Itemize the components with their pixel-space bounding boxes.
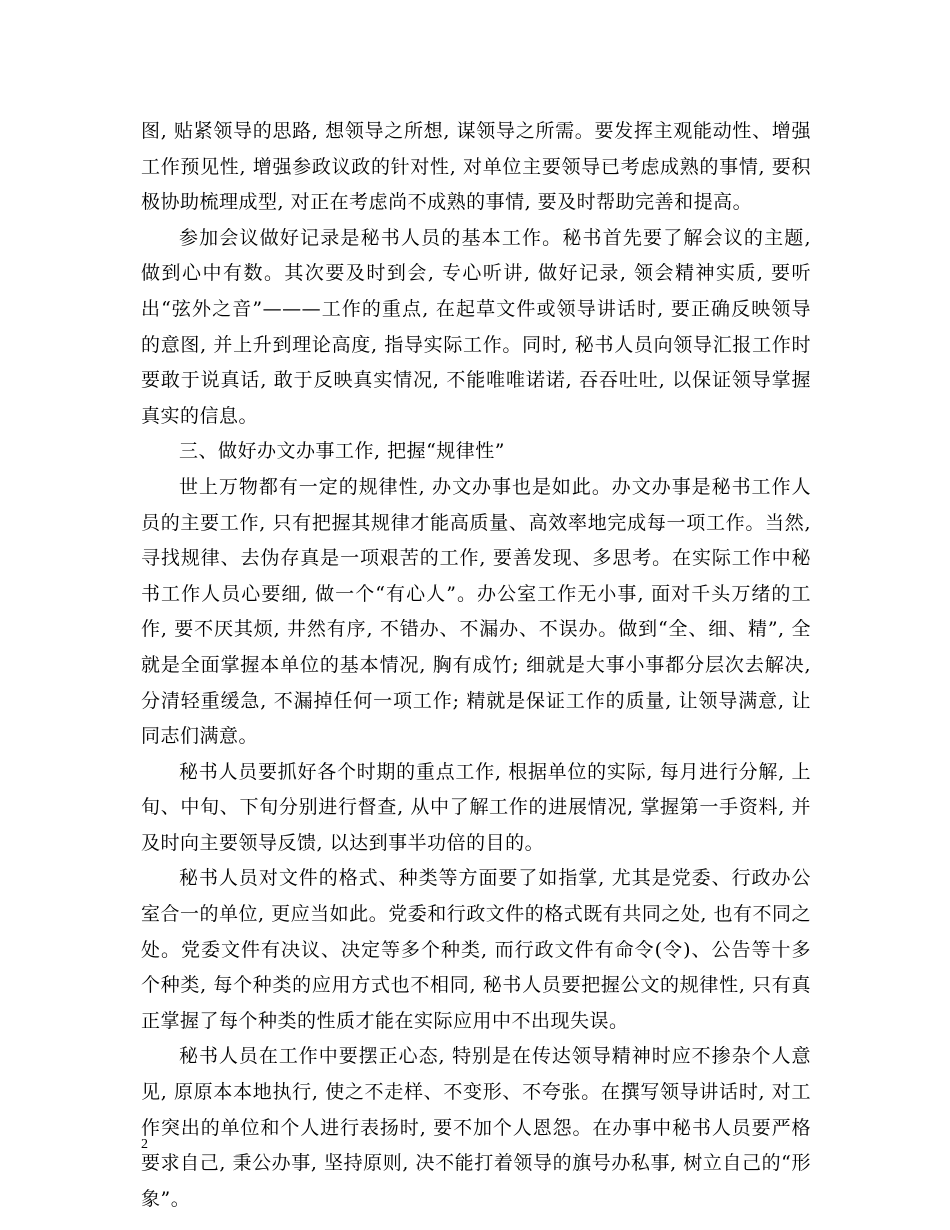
paragraph-document-formats: 秘书人员对文件的格式、种类等方面要了如指掌, 尤其是党委、行政办公室合一的单位, 更应当如此。党委和行政文件的格式既有共同之处, 也有不同之处。党委文件有决议、决定等多个种类, 而行政文件有命令(令)、公告等十多个种类, 每个种类的应用方式也不相同, 秘书人员要把握公文的规律性, 只有真正掌握了每个种类的性质才能在实际应用中不出现失误。 bbox=[141, 867, 811, 1032]
paragraph-regularity: 世上万物都有一定的规律性, 办文办事也是如此。办文办事是秘书工作人员的主要工作, 只有把握其规律才能高质量、高效率地完成每一项工作。当然, 寻找规律、去伪存真是一项艰苦的工作, 要善发现、多思考。在实际工作中秘书工作人员心要细, 做一个“有心人”。办公室工作无小事, 面对千头万绪的工作, 要不厌其烦, 井然有序, 不错办、不漏办、不误办。做到“全、细、精”, 全就是全面掌握本单位的基本情况, 胸有成竹; 细就是大事小事都分层次去解决, 分清轻重缓急, 不漏掉任何一项工作; 精就是保证工作的质量, 让领导满意, 让同志们满意。 bbox=[141, 475, 811, 748]
paragraph-meeting-records: 参加会议做好记录是秘书人员的基本工作。秘书首先要了解会议的主题, 做到心中有数。其次要及时到会, 专心听讲, 做好记录, 领会精神实质, 要听出“弦外之音”———工作的重点, 在起草文件或领导讲话时, 要正确反映领导的意图, 并上升到理论高度, 指导实际工作。同时, 秘书人员向领导汇报工作时要敢于说真话, 敢于反映真实情况, 不能唯唯诺诺, 吞吞吐吐, 以保证领导掌握真实的信息。 bbox=[141, 226, 811, 427]
document-body bbox=[141, 114, 811, 1217]
page-number: 2 bbox=[141, 1137, 148, 1152]
paragraph-attitude: 秘书人员在工作中要摆正心态, 特别是在传达领导精神时应不掺杂个人意见, 原原本本地执行, 使之不走样、不变形、不夸张。在撰写领导讲话时, 对工作突出的单位和个人进行表扬时, 要不加个人恩怨。在办事中秘书人员要严格要求自己, 秉公办事, 坚持原则, 决不能打着领导的旗号办私事, 树立自己的“形象”。 bbox=[141, 1045, 811, 1210]
paragraph-continued: 图, 贴紧领导的思路, 想领导之所想, 谋领导之所需。要发挥主观能动性、增强工作预见性, 增强参政议政的针对性, 对单位主要领导已考虑成熟的事情, 要积极协助梳理成型, 对正在考虑尚不成熟的事情, 要及时帮助完善和提高。 bbox=[141, 120, 811, 214]
section-heading: 三、做好办文办事工作, 把握“规律性” bbox=[179, 440, 506, 463]
paragraph-key-work: 秘书人员要抓好各个时期的重点工作, 根据单位的实际, 每月进行分解, 上旬、中旬、下旬分别进行督查, 从中了解工作的进展情况, 掌握第一手资料, 并及时向主要领导反馈, 以达到事半功倍的目的。 bbox=[141, 760, 811, 854]
